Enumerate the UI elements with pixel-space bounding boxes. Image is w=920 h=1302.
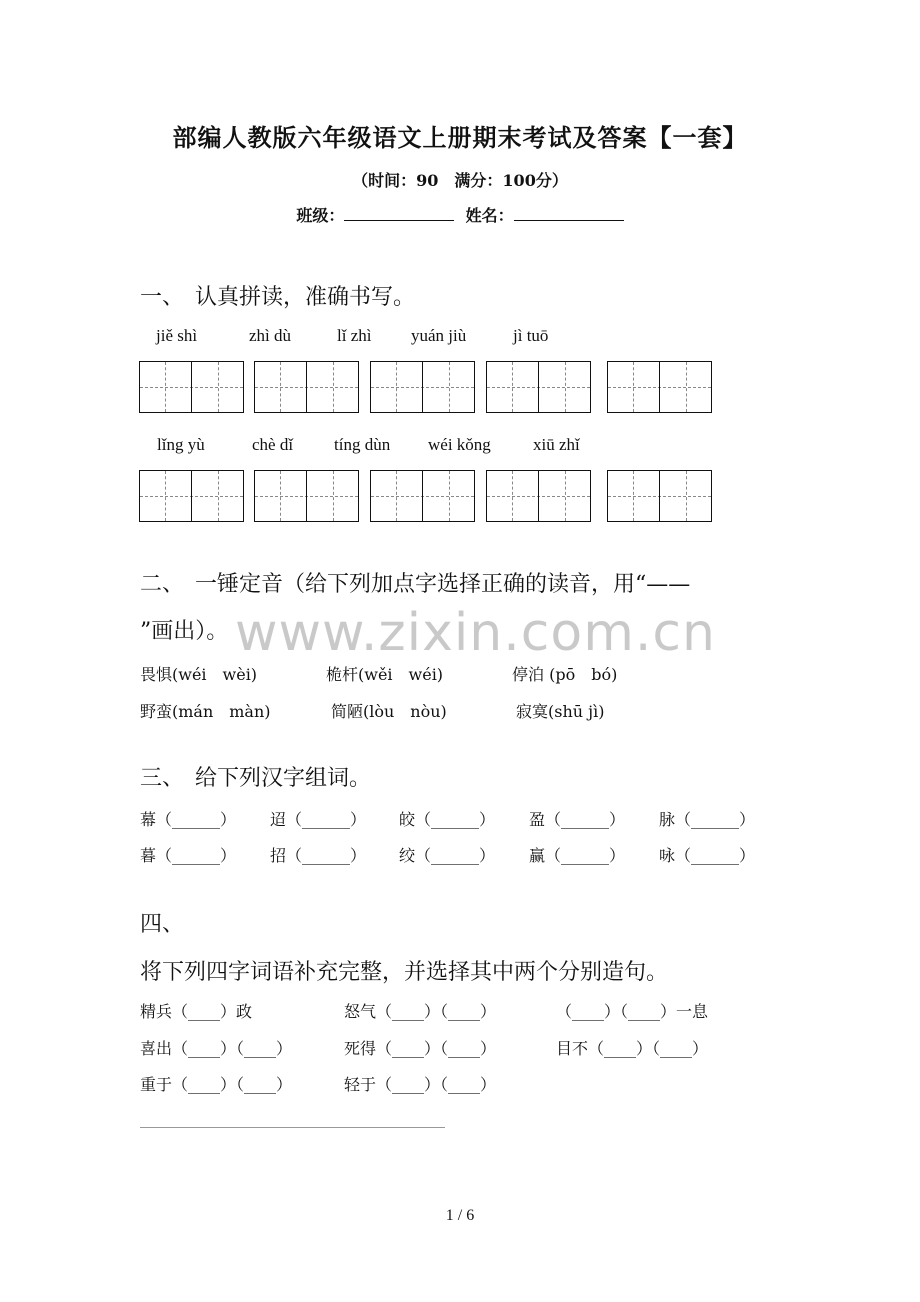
writing-box[interactable]	[370, 361, 475, 413]
writing-box[interactable]	[139, 470, 244, 522]
section4-heading: 四、	[140, 912, 185, 937]
pronunciation-item[interactable]: 野蛮(mán màn)	[140, 702, 271, 721]
name-label: 姓名：	[465, 206, 514, 225]
pronunciation-item[interactable]: 寂寞(shū jì)	[516, 702, 605, 721]
class-label: 班级：	[296, 206, 345, 225]
word-group-item[interactable]: 咏（______）	[659, 846, 756, 865]
writing-box[interactable]	[486, 470, 591, 522]
pinyin-item: lǐ zhì	[337, 326, 372, 345]
pinyin-item: tíng dùn	[334, 435, 391, 454]
section2-heading-line1: 二、 一锤定音（给下列加点字选择正确的读音，用“——	[140, 572, 691, 597]
watermark: www.zixin.com.cn	[235, 603, 716, 663]
word-group-item[interactable]: 迢（______）	[270, 810, 367, 829]
word-group-item[interactable]: 招（______）	[270, 846, 367, 865]
page-number: 1 / 6	[445, 1207, 475, 1224]
writing-box[interactable]	[139, 361, 244, 413]
idiom-item[interactable]: （____）（____）一息	[556, 1002, 709, 1021]
pronunciation-item[interactable]: 停泊 (pō bó)	[512, 665, 618, 684]
word-group-item[interactable]: 脉（______）	[659, 810, 756, 829]
word-group-item[interactable]: 盈（______）	[529, 810, 626, 829]
section1-heading: 一、 认真拼读，准确书写。	[140, 285, 416, 310]
idiom-item[interactable]: 死得（____）（____）	[344, 1039, 497, 1058]
word-group-item[interactable]: 赢（______）	[529, 846, 626, 865]
idiom-item[interactable]: 怒气（____）（____）	[344, 1002, 497, 1021]
writing-box[interactable]	[607, 470, 712, 522]
section3-heading: 三、 给下列汉字组词。	[140, 766, 372, 791]
word-group-item[interactable]: 暮（______）	[140, 846, 237, 865]
word-group-item[interactable]: 幕（______）	[140, 810, 237, 829]
idiom-item[interactable]: 喜出（____）（____）	[140, 1039, 293, 1058]
pinyin-item: chè dǐ	[252, 435, 294, 454]
name-blank[interactable]	[514, 206, 624, 221]
pinyin-item: zhì dù	[249, 326, 292, 345]
word-group-item[interactable]: 皎（______）	[399, 810, 496, 829]
pronunciation-item[interactable]: 桅杆(wěi wéi)	[326, 665, 444, 684]
pinyin-item: jì tuō	[513, 326, 549, 345]
writing-box[interactable]	[254, 361, 359, 413]
pronunciation-item[interactable]: 畏惧(wéi wèi)	[140, 665, 258, 684]
time-score-info: （时间：90 满分：100分）	[352, 171, 568, 190]
word-group-item[interactable]: 绞（______）	[399, 846, 496, 865]
class-blank[interactable]	[344, 206, 454, 221]
idiom-item[interactable]: 目不（____）（____）	[556, 1039, 709, 1058]
student-info-line	[0, 203, 920, 226]
idiom-item[interactable]: 重于（____）（____）	[140, 1075, 293, 1094]
pinyin-item: lǐng yù	[157, 435, 205, 454]
writing-box[interactable]	[486, 361, 591, 413]
idiom-item[interactable]: 精兵（____）政	[140, 1002, 253, 1021]
pinyin-item: yuán jiù	[411, 326, 467, 345]
pinyin-item: jiě shì	[156, 326, 198, 345]
pinyin-item: xiū zhǐ	[533, 435, 580, 454]
writing-box[interactable]	[370, 470, 475, 522]
idiom-item[interactable]: 轻于（____）（____）	[344, 1075, 497, 1094]
section2-heading-line2: ”画出）。	[140, 619, 229, 644]
pinyin-item: wéi kǒng	[428, 435, 491, 454]
section4-instruction: 将下列四字词语补充完整，并选择其中两个分别造句。	[140, 960, 669, 985]
footnote-divider	[140, 1127, 445, 1128]
writing-box[interactable]	[607, 361, 712, 413]
pronunciation-item[interactable]: 简陋(lòu nòu)	[331, 702, 447, 721]
writing-box[interactable]	[254, 470, 359, 522]
page-title: 部编人教版六年级语文上册期末考试及答案【一套】	[172, 123, 748, 152]
